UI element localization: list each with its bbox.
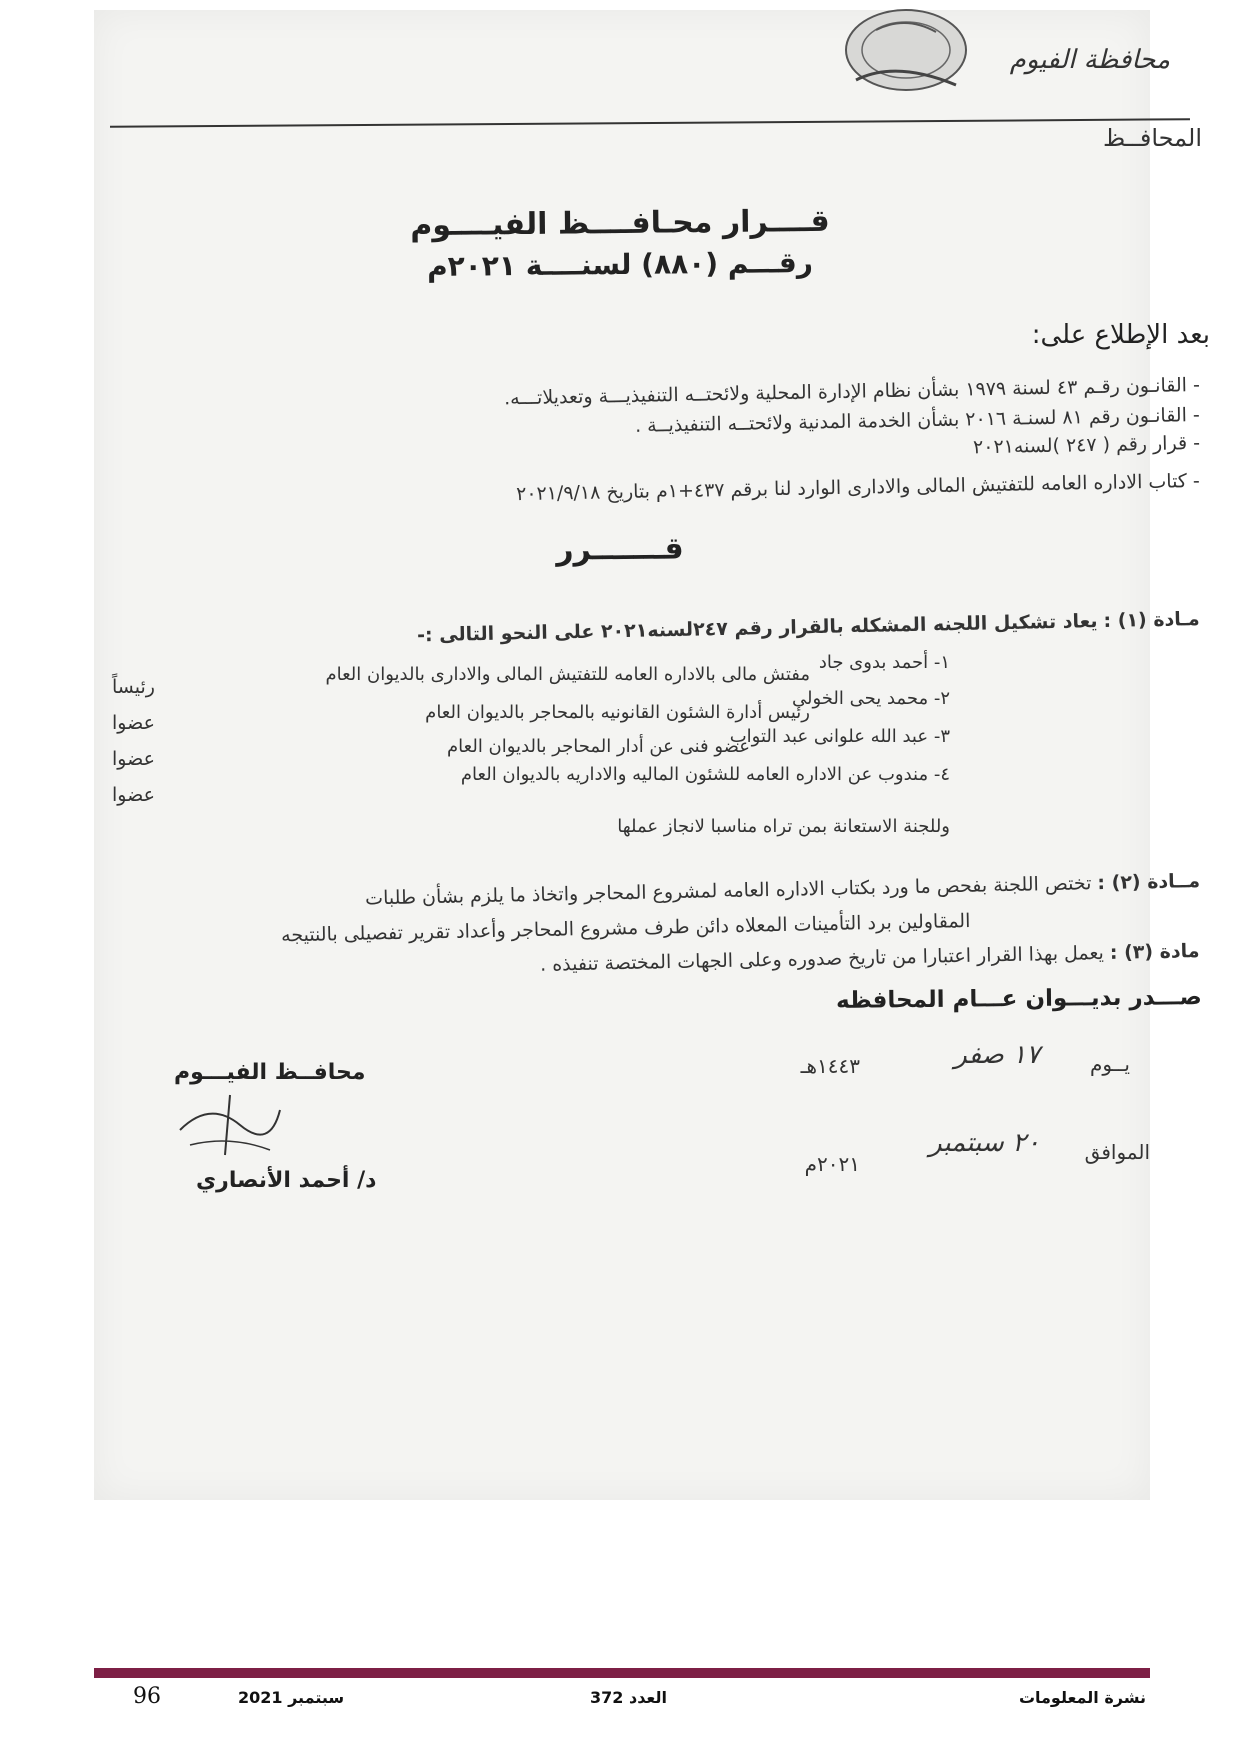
article-3-text: يعمل بهذا القرار اعتبارا من تاريخ صدوره وعلى الجهات المختصة تنفيذه . [540, 942, 1105, 976]
member-role: رئيس أدارة الشئون القانونيه بالمحاجر بالديوان العام [425, 702, 810, 723]
gregorian-year: ٢٠٢١م [804, 1152, 860, 1176]
article-2-line1: تختص اللجنة بفحص ما ورد بكتاب الاداره العامه لمشروع المحاجر واتخاذ ما يلزم بشأن طلبات [364, 872, 1092, 910]
gregorian-date-handwritten: ٢٠ سبتمبر [929, 1128, 1040, 1158]
preamble-item: - القانـون رقـم ٤٣ لسنة ١٩٧٩ بشأن نظام الإدارة المحلية ولائحتــه التنفيذيـــة وتعديلاتـــه. [504, 374, 1201, 410]
letterhead-governorate: محافظة الفيوم [1009, 45, 1170, 75]
member-role: عضو فنى عن أدار المحاجر بالديوان العام [447, 736, 750, 757]
member-position: عضوا [112, 748, 155, 770]
footer-bar [94, 1668, 1150, 1678]
member-name: ٣- عبد الله علوانى عبد التواب [729, 726, 950, 747]
member-role: مفتش مالى بالاداره العامه للتفتيش المالى والادارى بالديوان العام [325, 664, 810, 685]
decree-title: قــــرار محـافــــظ الفيــــوم [410, 203, 830, 244]
issued-statement: صـــدر بديـــوان عـــام المحافظه [836, 984, 1203, 1014]
article-2-label: مــادة (٢) : [1097, 870, 1201, 895]
hijri-year: ١٤٤٣هـ [800, 1054, 860, 1078]
member-position: عضوا [112, 784, 155, 806]
decree-number: رقـــم (٨٨٠) لسنــــة ٢٠٢١م [426, 245, 814, 284]
signatory-name: د/ أحمد الأنصاري [196, 1168, 377, 1193]
article-3-label: مادة (٣) : [1110, 940, 1201, 964]
signatory-title: محافــظ الفيـــوم [174, 1060, 366, 1085]
article-1-note: وللجنة الاستعانة بمن تراه مناسبا لانجاز عملها [617, 816, 950, 837]
hijri-day-label: يــوم [1090, 1052, 1130, 1076]
member-position: عضوا [112, 712, 155, 734]
member-position: رئيساً [112, 676, 155, 698]
preamble-heading: بعد الإطلاع على: [1031, 320, 1210, 350]
footer-page-number: 96 [133, 1684, 161, 1709]
signature-icon [170, 1090, 290, 1160]
hijri-date-handwritten: ١٧ صفر [954, 1040, 1040, 1070]
article-1-label: مـادة (١) : [1103, 608, 1201, 633]
preamble-item: - كتاب الاداره العامه للتفتيش المالى والادارى الوارد لنا برقم ٤٣٧+١م بتاريخ ٢٠٢١/٩/١٨ [516, 470, 1201, 506]
footer-month: سبتمبر 2021 [238, 1688, 345, 1707]
governorate-seal-icon [836, 0, 986, 100]
member-name: ٤- مندوب عن الاداره العامه للشئون الماليه والاداريه بالديوان العام [460, 764, 950, 785]
member-name: ١- أحمد بدوى جاد [818, 652, 950, 673]
article-1-text: يعاد تشكيل اللجنه المشكله بالقرار رقم ٢٤٧لسنه٢٠٢١ على النحو التالى :- [417, 610, 1099, 647]
member-name: ٢- محمد يحى الخولى [792, 688, 950, 709]
footer-publication: نشرة المعلومات [1018, 1688, 1146, 1707]
letterhead-office: المحافــظ [1103, 124, 1202, 152]
footer-issue: العدد 372 [590, 1688, 667, 1707]
decree-heading: قـــــــرر [556, 531, 684, 568]
article-2-line2: المقاولين برد التأمينات المعلاه دائن طرف مشروع المحاجر وأعداد تقرير تفصيلى بالنتيجه [280, 910, 971, 947]
preamble-item: - القانـون رقم ٨١ لسنـة ٢٠١٦ بشأن الخدمة المدنية ولائحتــه التنفيذيــة . [635, 404, 1201, 437]
gregorian-label: الموافق [1084, 1140, 1150, 1164]
preamble-item: - قرار رقم ( ٢٤٧ )لسنه٢٠٢١ [972, 432, 1201, 459]
